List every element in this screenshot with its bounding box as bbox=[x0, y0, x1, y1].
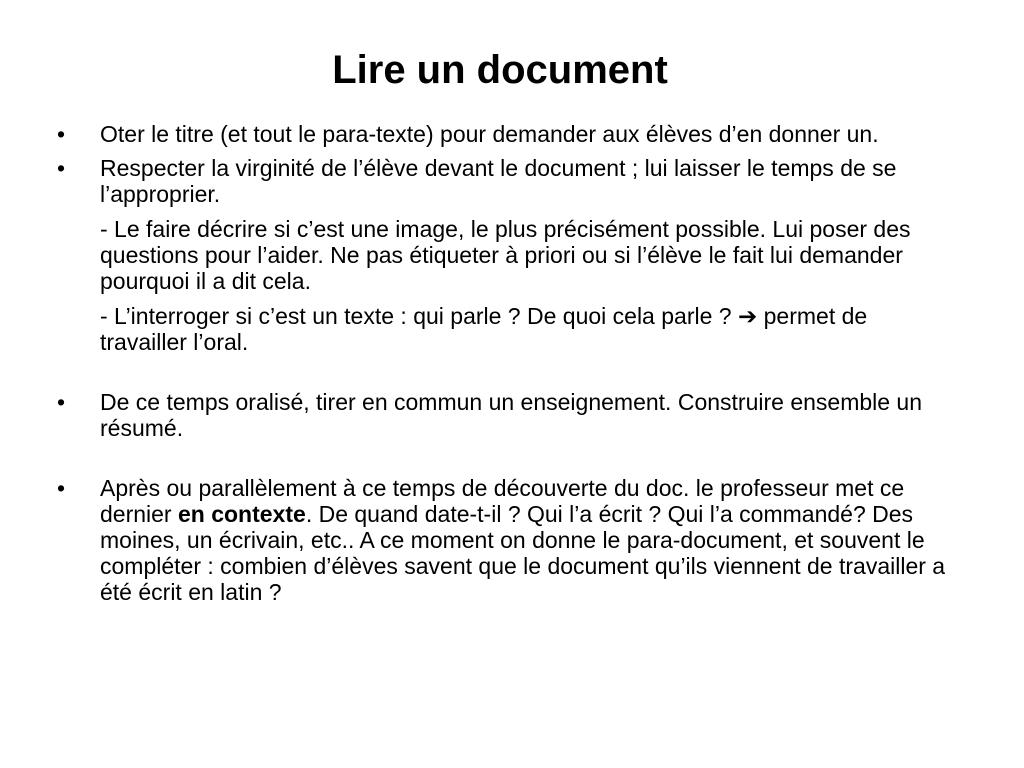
sub-item-text-after: permet de travailler l’oral. bbox=[100, 303, 868, 355]
bullet-item-3 bbox=[57, 389, 957, 441]
sub-item-text-before: - L’interroger si c’est un texte : qui parle ? De quoi cela parle ? bbox=[100, 303, 738, 329]
bullet-marker: • bbox=[57, 121, 66, 147]
bullet-text: Oter le titre (et tout le para-texte) pour demander aux élèves d’en donner un. bbox=[100, 121, 879, 147]
bullet-text-emphasis: en contexte bbox=[177, 501, 306, 527]
arrow-right-icon: ➔ bbox=[737, 303, 758, 329]
bullet-marker: • bbox=[57, 475, 66, 501]
sub-item-image bbox=[57, 216, 957, 294]
bullet-text: Respecter la virginité de l’élève devant le document ; lui laisser le temps de se l’approprier. bbox=[100, 155, 897, 207]
slide-body bbox=[57, 121, 957, 605]
bullet-item-1 bbox=[57, 121, 957, 147]
sub-item-text: - Le faire décrire si c’est une image, le plus précisément possible. Lui poser des questions pour l’aider. Ne pas étiqueter à priori ou si l’élève le fait lui demander pourquoi il a dit cela. bbox=[100, 216, 911, 294]
bullet-text: De ce temps oralisé, tirer en commun un enseignement. Construire ensemble un résumé. bbox=[100, 389, 923, 441]
bullet-marker: • bbox=[57, 155, 66, 181]
sub-item-text-document bbox=[57, 303, 957, 355]
bullet-item-4 bbox=[57, 475, 957, 605]
bullet-item-2 bbox=[57, 155, 957, 207]
bullet-text-after: . De quand date-t-il ? Qui l’a écrit ? Qui l’a commandé? Des moines, un écrivain, etc.. A ce moment on donne le para-document, et souvent le compléter : combien d’élèves savent que le document qu’ils viennent de travailler a été écrit en latin ? bbox=[100, 501, 946, 605]
bullet-marker: • bbox=[57, 389, 66, 415]
bullet-text-before: Après ou parallèlement à ce temps de découverte du doc. le professeur met ce dernier bbox=[100, 475, 905, 527]
slide-title: Lire un document bbox=[332, 48, 668, 92]
